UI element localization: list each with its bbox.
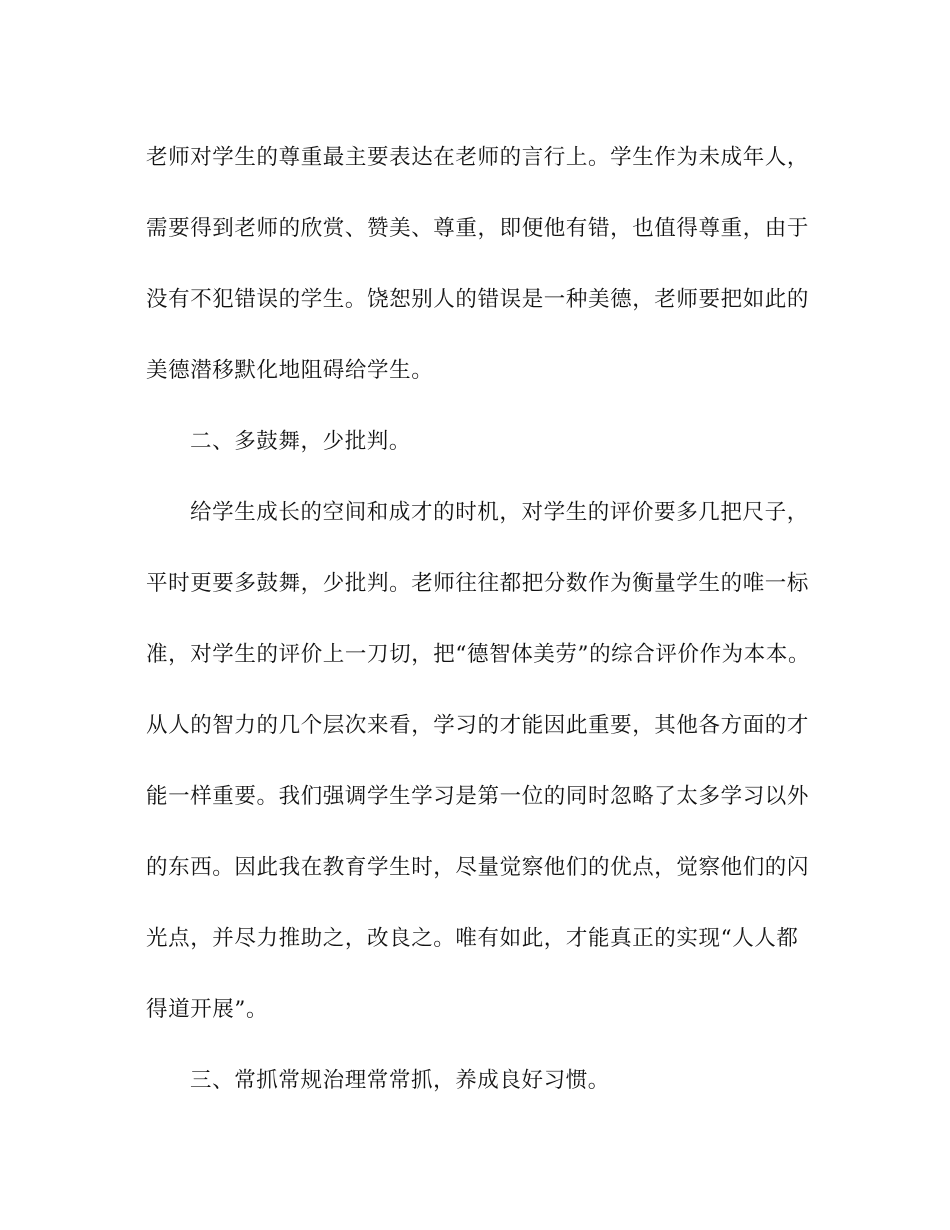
paragraph-line: 准，对学生的评价上一刀切，把“德智体美劳”的综合评价作为本本。 <box>146 642 811 667</box>
paragraph-line: 美德潜移默化地阻碍给学生。 <box>146 358 434 383</box>
paragraph-line: 能一样重要。我们强调学生学习是第一位的同时忽略了太多学习以外 <box>146 784 810 809</box>
paragraph-line: 需要得到老师的欣赏、赞美、尊重，即便他有错，也值得尊重，由于 <box>146 216 810 241</box>
paragraph-line: 没有不犯错误的学生。饶恕别人的错误是一种美德，老师要把如此的 <box>146 287 810 312</box>
paragraph-line: 光点，并尽力推助之，改良之。唯有如此，才能真正的实现“人人都 <box>146 926 799 951</box>
paragraph-line: 得道开展”。 <box>146 997 269 1022</box>
paragraph-line: 老师对学生的尊重最主要表达在老师的言行上。学生作为未成年人， <box>146 145 810 170</box>
section-heading: 三、常抓常规治理常常抓，养成良好习惯。 <box>190 1068 610 1093</box>
paragraph-line: 从人的智力的几个层次来看，学习的才能因此重要，其他各方面的才 <box>146 713 810 738</box>
paragraph-line: 的东西。因此我在教育学生时，尽量觉察他们的优点，觉察他们的闪 <box>146 855 810 880</box>
paragraph-line: 给学生成长的空间和成才的时机，对学生的评价要多几把尺子， <box>190 500 809 525</box>
paragraph-line: 平时更要多鼓舞，少批判。老师往往都把分数作为衡量学生的唯一标 <box>146 571 810 596</box>
section-heading: 二、多鼓舞，少批判。 <box>190 429 412 454</box>
